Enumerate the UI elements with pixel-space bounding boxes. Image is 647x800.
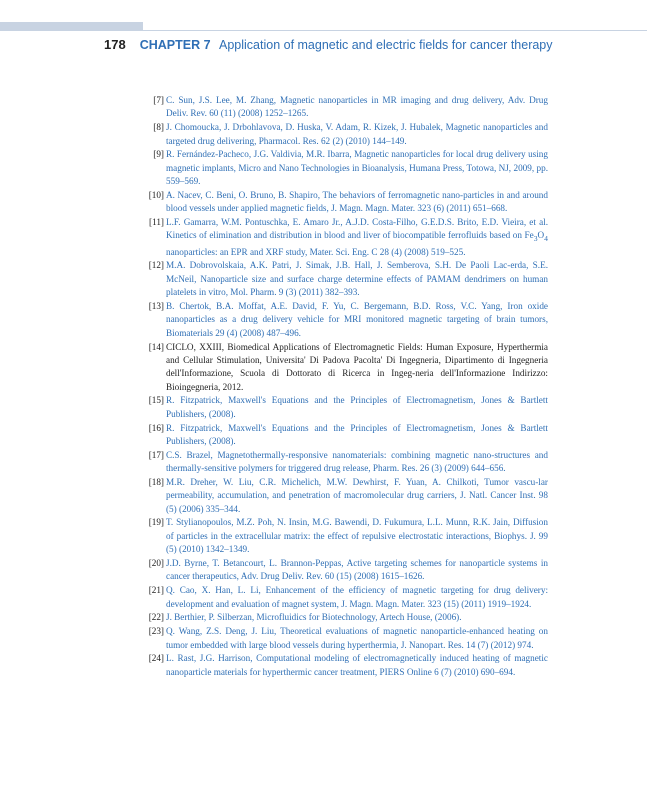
reference-text[interactable]: J. Chomoucka, J. Drbohlavova, D. Huska, V. Adam, R. Kizek, J. Hubalek, Magnetic nanoparticles and targeted drug delivering, Pharmacol. Res. 62 (2) (2010) 144–149. — [166, 122, 548, 146]
reference-text[interactable]: A. Nacev, C. Beni, O. Bruno, B. Shapiro, The behaviors of ferromagnetic nano-particles in and around blood vessels under applied magnetic fields, J. Magn. Magn. Mater. 323 (6) (2011) 651–668. — [166, 189, 548, 214]
subscript: 4 — [544, 234, 548, 244]
reference-text[interactable]: B. Chertok, B.A. Moffat, A.E. David, F. Yu, C. Bergemann, B.D. Ross, V.C. Yang, Iron oxide nanoparticles as a drug delivery vehicle for MRI monitored magnetic targeting of brain tumors, Biomaterials 29 (4) (2008) 487–496. — [166, 300, 548, 338]
reference-number: [7] — [153, 95, 164, 105]
reference-item[interactable] — [142, 259, 548, 299]
reference-text[interactable]: Q. Wang, Z.S. Deng, J. Liu, Theoretical evaluations of magnetic nanoparticle-enhanced heating on tumor embedded with large blood vessels during hyperthermia, J. Nanopart. Res. 14 (7) (2012) 974. — [166, 626, 548, 650]
reference-text[interactable]: J. Berthier, P. Silberzan, Microfluidics for Biotechnology, Artech House, (2006). — [166, 612, 462, 623]
reference-number: [13] — [148, 300, 164, 311]
reference-text-part: O — [537, 230, 545, 241]
reference-text[interactable]: R. Fitzpatrick, Maxwell's Equations and the Principles of Electromagnetism, Jones & Bartlett Publishers, (2008). — [166, 422, 548, 446]
reference-number: [21] — [148, 585, 164, 596]
reference-number: [24] — [148, 653, 164, 664]
reference-number: [16] — [148, 422, 164, 433]
reference-number: [18] — [148, 476, 164, 487]
reference-item[interactable] — [142, 449, 548, 476]
reference-number: [11] — [149, 217, 164, 228]
subscript: 3 — [533, 234, 538, 244]
chapter-title: Application of magnetic and electric fields for cancer therapy — [219, 38, 553, 52]
reference-number: [23] — [148, 626, 164, 637]
reference-item[interactable] — [142, 625, 548, 652]
reference-item[interactable] — [142, 422, 548, 449]
reference-item[interactable] — [142, 148, 548, 188]
reference-number: [14] — [148, 341, 164, 352]
reference-text[interactable]: J.D. Byrne, T. Betancourt, L. Brannon-Peppas, Active targeting schemes for nanoparticle systems in cancer therapeutics, Adv. Drug Deliv. Rev. 60 (15) (2008) 1615–1626. — [166, 558, 548, 582]
reference-number: [17] — [148, 449, 164, 460]
reference-text[interactable] — [166, 216, 548, 259]
reference-text[interactable]: C. Sun, J.S. Lee, M. Zhang, Magnetic nanoparticles in MR imaging and drug delivery, Adv. Drug Deliv. Rev. 60 (11) (2008) 1252–1265. — [166, 95, 548, 119]
header-rule — [143, 30, 647, 31]
header-accent-bar — [0, 22, 143, 31]
reference-item[interactable] — [142, 121, 548, 148]
reference-item[interactable] — [142, 94, 548, 121]
reference-item[interactable] — [142, 652, 548, 679]
reference-item — [142, 341, 548, 394]
reference-text-part: L.F. Gamarra, W.M. Pontuschka, E. Amaro Jr., A.J.D. Costa-Filho, G.E.D.S. Brito, E.D. Vieira, et al. Kinetics of elimination and distribution in blood and liver of biocompatible ferrofluids based on Fe — [166, 217, 548, 241]
running-header — [104, 36, 553, 54]
chapter-label: CHAPTER 7 — [139, 38, 211, 52]
reference-text[interactable]: M.A. Dobrovolskaia, A.K. Patri, J. Simak, J.B. Hall, J. Semberova, S.H. De Paoli Lac-erda, S.E. McNeil, Nanoparticle size and surface charge determine effects of PAMAM dendrimers on human platelets in vitro, Mol. Pharm. 9 (3) (2011) 382–393. — [166, 260, 548, 298]
reference-text[interactable]: R. Fitzpatrick, Maxwell's Equations and the Principles of Electromagnetism, Jones & Bartlett Publishers, (2008). — [166, 395, 548, 419]
reference-text[interactable]: M.R. Dreher, W. Liu, C.R. Michelich, M.W. Dewhirst, F. Yuan, A. Chilkoti, Tumor vascu-lar permeability, accumulation, and penetration of macromolecular drug carriers, J. Natl. Cancer Inst. 98 (5) (2006) 335–344. — [166, 476, 548, 514]
reference-item[interactable] — [142, 516, 548, 556]
reference-item[interactable] — [142, 216, 548, 259]
reference-item[interactable] — [142, 189, 548, 216]
reference-item[interactable] — [142, 611, 548, 624]
reference-item[interactable] — [142, 584, 548, 611]
reference-item[interactable] — [142, 557, 548, 584]
reference-text[interactable]: R. Fernández-Pacheco, J.G. Valdivia, M.R. Ibarra, Magnetic nanoparticles for local drug delivery using magnetic implants, Micro and Nano Technologies in Bioanalysis, Humana Press, Totowa, NJ, 2009, pp. 559–569. — [166, 149, 548, 187]
reference-item[interactable] — [142, 476, 548, 516]
reference-number: [8] — [153, 122, 164, 133]
reference-number: [10] — [148, 189, 164, 200]
reference-text-part: nanoparticles: an EPR and XRF study, Mater. Sci. Eng. C 28 (4) (2008) 519–525. — [166, 246, 466, 257]
reference-number: [19] — [148, 517, 164, 528]
page-number: 178 — [104, 37, 126, 52]
reference-text[interactable]: L. Rast, J.G. Harrison, Computational modeling of electromagnetically induced heating of magnetic nanoparticle materials for hyperthermic cancer treatment, PIERS Online 6 (7) (2010) 690–694. — [166, 653, 548, 677]
reference-number: [9] — [153, 149, 164, 160]
reference-text[interactable]: Q. Cao, X. Han, L. Li, Enhancement of the efficiency of magnetic targeting for drug delivery: development and evaluation of magnet system, J. Magn. Magn. Mater. 323 (15) (2011) 1919–1924. — [166, 585, 548, 609]
reference-item[interactable] — [142, 394, 548, 421]
reference-number: [15] — [148, 395, 164, 406]
reference-text[interactable]: T. Stylianopoulos, M.Z. Poh, N. Insin, M.G. Bawendi, D. Fukumura, L.L. Munn, R.K. Jain, Diffusion of particles in the extracellular matrix: the effect of repulsive electrostatic interactions, Biophys. J. 99 (5) (2010) 1342–1349. — [166, 517, 548, 555]
reference-number: [22] — [148, 612, 164, 623]
reference-text[interactable]: C.S. Brazel, Magnetothermally-responsive nanomaterials: combining magnetic nano-structures and thermally-sensitive polymers for triggered drug release, Pharm. Res. 26 (3) (2009) 644–656. — [166, 449, 548, 474]
reference-text: CICLO, XXIII, Biomedical Applications of Electromagnetic Fields: Human Exposure, Hyperthermia and Cellular Stimulation, Universita' Di Padova Pacolta' Di Ingegneria, Dipartimento di Ingegneria dell'Informazione, Scuola di Dottorato di Ricerca in Ingeg-neria dell'Informazione Indirizzo: Bioingegneria, 2012. — [166, 341, 548, 392]
reference-item[interactable] — [142, 300, 548, 340]
reference-number: [12] — [148, 260, 164, 271]
reference-list — [142, 94, 548, 680]
reference-number: [20] — [148, 558, 164, 569]
